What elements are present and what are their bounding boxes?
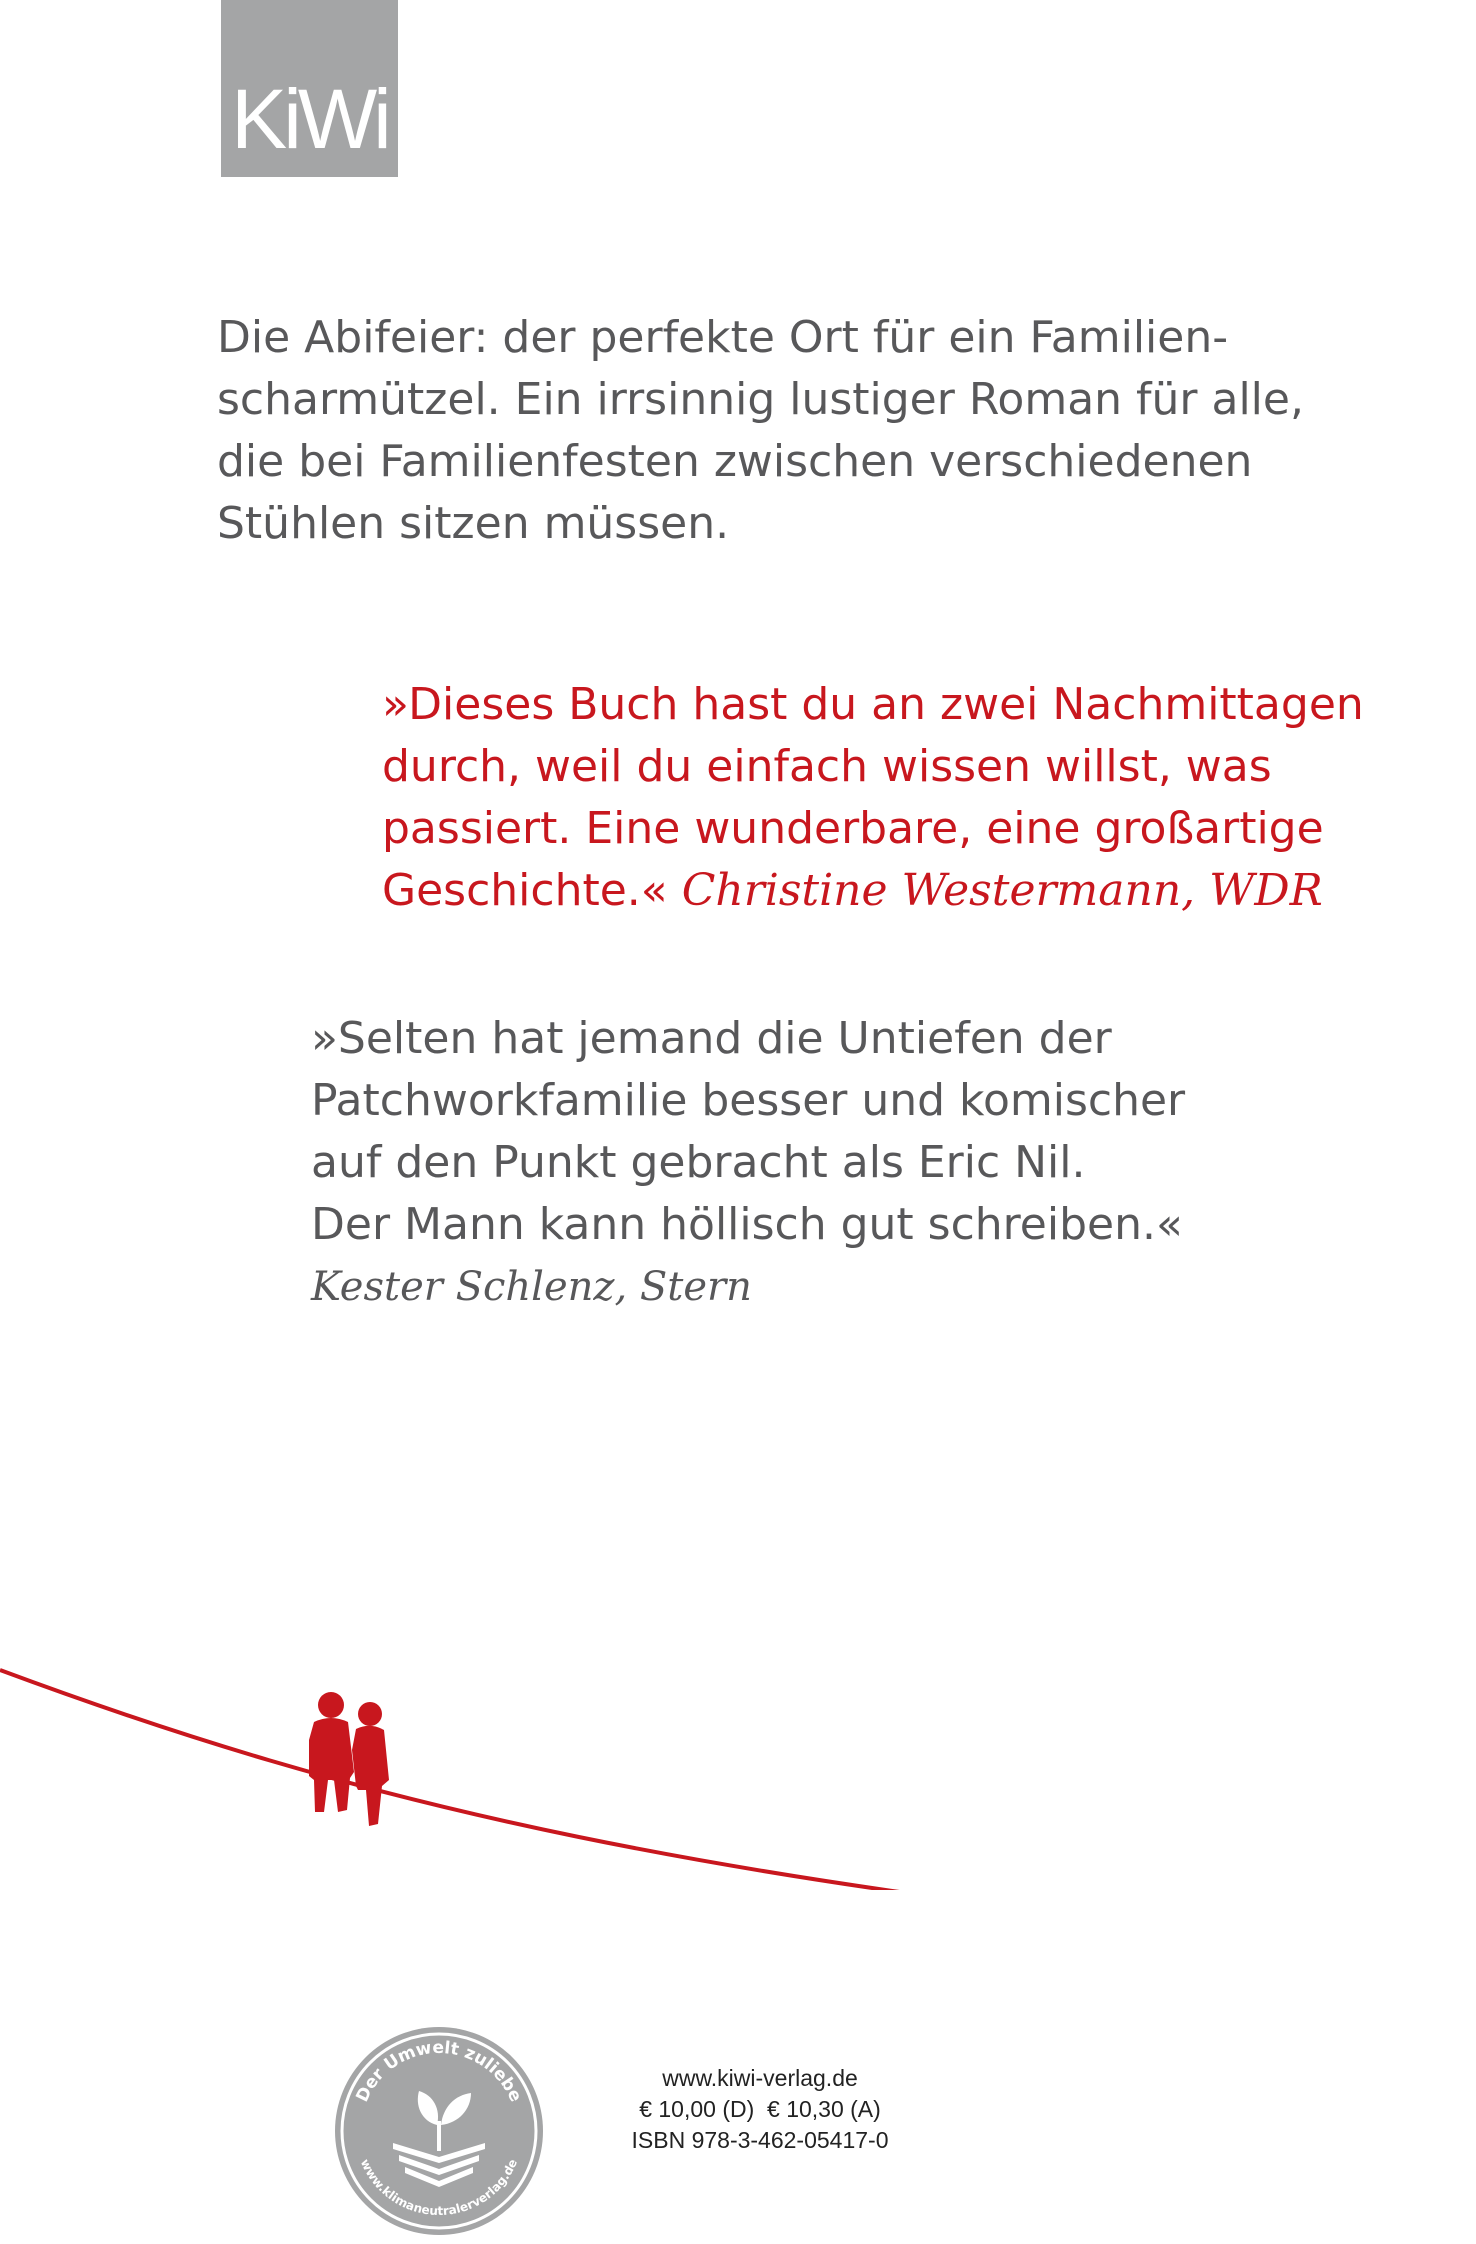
- price-info: € 10,00 (D) € 10,30 (A): [639, 2096, 881, 2122]
- quote-line: »Selten hat jemand die Untiefen der: [311, 1013, 1112, 1064]
- publisher-website: www.kiwi-verlag.de: [662, 2065, 858, 2091]
- review-quote-westermann: [382, 674, 1382, 922]
- blurb-line: Die Abifeier: der perfekte Ort für ein Familien-: [217, 312, 1229, 363]
- quote-line-text: Geschichte.«: [382, 865, 668, 916]
- review-quote-schlenz: [311, 1008, 1311, 1318]
- quote-line: »Dieses Buch hast du an zwei Nachmittagen: [382, 679, 1364, 730]
- badge-top-text: Der Umwelt zuliebe: [352, 2037, 526, 2106]
- quote-line: passiert. Eine wunderbare, eine großartige: [382, 803, 1324, 854]
- badge-bottom-text: www.klimaneutralerverlag.de: [357, 2156, 521, 2219]
- quote-source: Kester Schlenz, Stern: [311, 1264, 752, 1310]
- climate-neutral-badge: [333, 2025, 545, 2237]
- quote-line: auf den Punkt gebracht als Eric Nil.: [311, 1137, 1086, 1188]
- blurb-line: die bei Familienfesten zwischen verschiedenen: [217, 436, 1253, 487]
- book-blurb: [217, 307, 1304, 555]
- quote-line: Patchworkfamilie besser und komischer: [311, 1075, 1186, 1126]
- isbn: ISBN 978-3-462-05417-0: [631, 2127, 889, 2153]
- quote-line: Der Mann kann höllisch gut schreiben.«: [311, 1199, 1183, 1250]
- logo-text: KiWi: [231, 72, 388, 166]
- quote-source: Christine Westermann, WDR: [681, 865, 1323, 916]
- red-curve-line: [0, 1670, 1476, 1890]
- kiwi-logo: [221, 0, 398, 177]
- quote-line-last: [382, 860, 1382, 922]
- couple-on-line-illustration: [0, 1640, 1476, 1890]
- imprint-block: [580, 2063, 940, 2156]
- blurb-line: Stühlen sitzen müssen.: [217, 498, 730, 549]
- quote-line: durch, weil du einfach wissen willst, was: [382, 741, 1272, 792]
- blurb-line: scharmützel. Ein irrsinnig lustiger Roman für alle,: [217, 374, 1304, 425]
- couple-silhouette-icon: [309, 1692, 389, 1826]
